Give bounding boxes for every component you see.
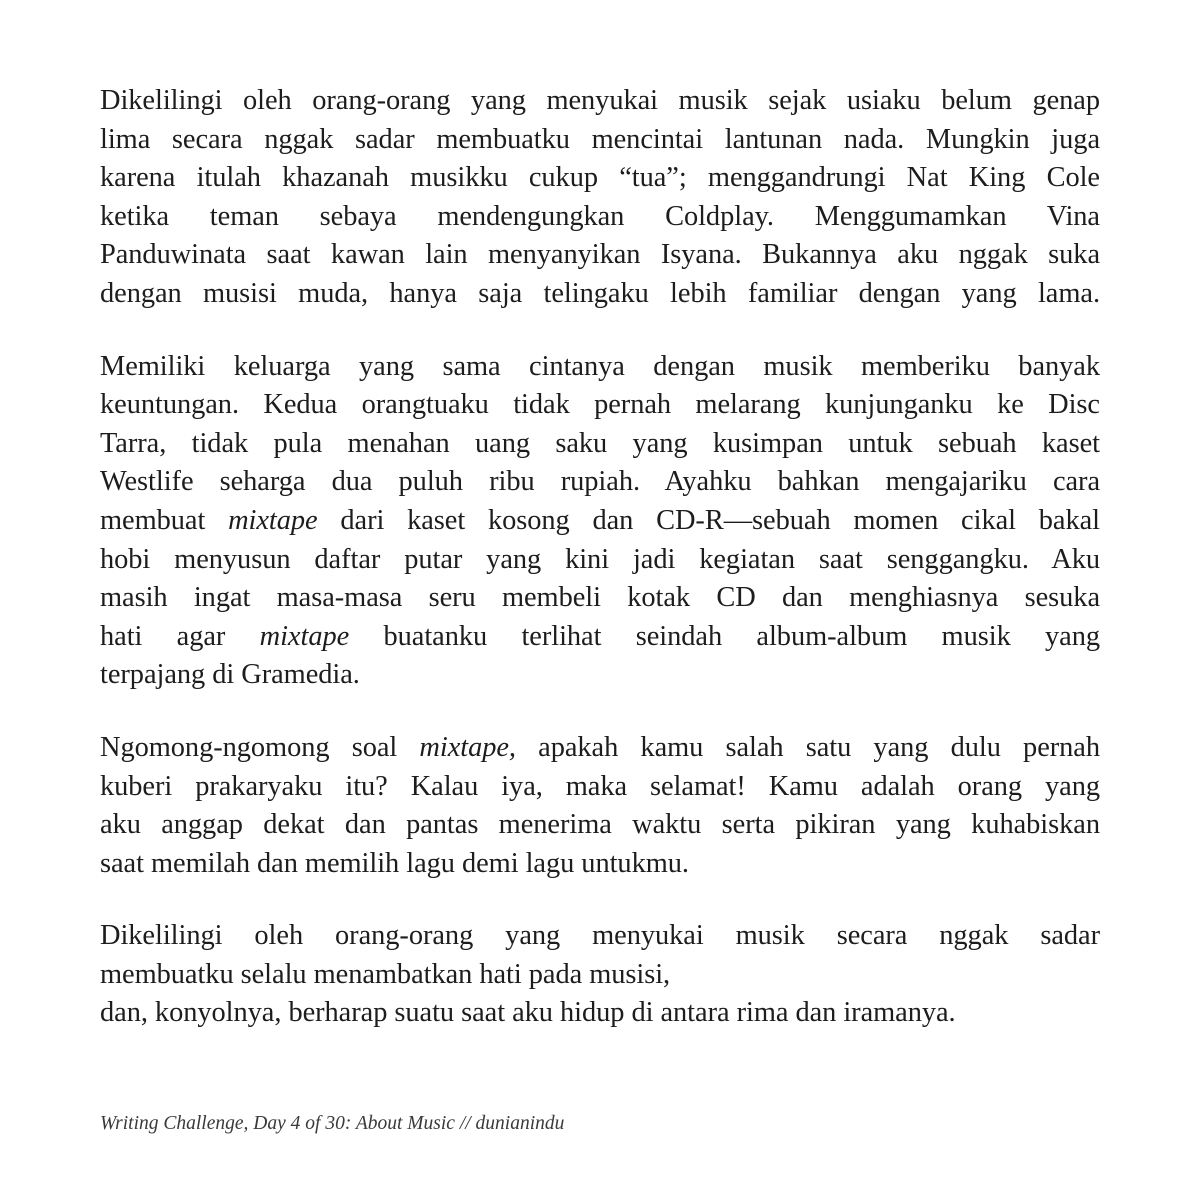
paragraph-line bbox=[100, 729, 1100, 768]
paragraph-line bbox=[100, 917, 1100, 956]
text-run: membuatku selalu menambatkan hati pada musisi, bbox=[100, 958, 671, 990]
paragraph-line bbox=[100, 463, 1100, 502]
footer-caption: Writing Challenge, Day 4 of 30: About Music // dunianindu bbox=[100, 1113, 565, 1134]
paragraph-line bbox=[100, 656, 1100, 695]
paragraph-line bbox=[100, 768, 1100, 807]
paragraph-line bbox=[100, 121, 1100, 160]
paragraph bbox=[100, 348, 1100, 695]
paragraph-line bbox=[100, 425, 1100, 464]
text-run: Memiliki keluarga yang sama cintanya dengan musik memberiku banyak bbox=[100, 350, 1100, 382]
paragraph-line bbox=[100, 198, 1100, 237]
text-run: Westlife seharga dua puluh ribu rupiah. Ayahku bahkan mengajariku cara bbox=[100, 466, 1100, 498]
text-run: buatanku terlihat seindah album-album musik yang bbox=[349, 620, 1101, 652]
paragraph-line bbox=[100, 275, 1100, 314]
text-run: Ngomong-ngomong soal bbox=[100, 731, 420, 763]
text-run: kuberi prakaryaku itu? Kalau iya, maka selamat! Kamu adalah orang yang bbox=[100, 770, 1100, 802]
text-run: membuat bbox=[100, 504, 229, 536]
paragraph-line bbox=[100, 82, 1100, 121]
paragraph-line bbox=[100, 618, 1100, 657]
text-run: Dikelilingi oleh orang-orang yang menyukai musik sejak usiaku belum genap bbox=[100, 85, 1100, 116]
text-run: hobi menyusun daftar putar yang kini jadi kegiatan saat senggangku. Aku bbox=[100, 543, 1100, 575]
paragraph-line bbox=[100, 386, 1100, 425]
paragraph-line bbox=[100, 541, 1100, 580]
text-run: dengan musisi muda, hanya saja telingaku lebih familiar dengan yang lama. bbox=[100, 277, 1100, 309]
text-run: masih ingat masa-masa seru membeli kotak CD dan menghiasnya sesuka bbox=[100, 582, 1100, 614]
text-run: dari kaset kosong dan CD-R—sebuah momen cikal bakal bbox=[317, 504, 1100, 536]
paragraph-line bbox=[100, 236, 1100, 275]
text-run: apakah kamu salah satu yang dulu pernah bbox=[515, 731, 1100, 763]
text-run: terpajang di Gramedia. bbox=[100, 659, 360, 691]
paragraph bbox=[100, 82, 1100, 314]
text-run: ketika teman sebaya mendengungkan Coldplay. Menggumamkan Vina bbox=[100, 200, 1100, 232]
text-run: Panduwinata saat kawan lain menyanyikan Isyana. Bukannya aku nggak suka bbox=[100, 239, 1100, 271]
paragraph-line bbox=[100, 956, 1100, 995]
text-run: keuntungan. Kedua orangtuaku tidak pernah melarang kunjunganku ke Disc bbox=[100, 389, 1100, 421]
italic-term: mixtape, bbox=[419, 731, 516, 763]
text-run: lima secara nggak sadar membuatku mencintai lantunan nada. Mungkin juga bbox=[100, 123, 1100, 155]
text-run: dan, konyolnya, berharap suatu saat aku hidup di antara rima dan iramanya. bbox=[100, 997, 956, 1029]
paragraph-line bbox=[100, 994, 1100, 1033]
paragraph bbox=[100, 729, 1100, 883]
paragraph-line bbox=[100, 159, 1100, 198]
paragraph-line bbox=[100, 806, 1100, 845]
essay-body bbox=[100, 82, 1100, 1067]
paragraph-line bbox=[100, 502, 1100, 541]
text-run: aku anggap dekat dan pantas menerima waktu serta pikiran yang kuhabiskan bbox=[100, 809, 1100, 841]
paragraph-line bbox=[100, 348, 1100, 387]
italic-term: mixtape bbox=[259, 620, 350, 652]
paragraph-line bbox=[100, 845, 1100, 884]
text-run: Tarra, tidak pula menahan uang saku yang kusimpan untuk sebuah kaset bbox=[100, 427, 1100, 459]
text-run: hati agar bbox=[100, 620, 260, 652]
paragraph-line bbox=[100, 579, 1100, 618]
paragraph bbox=[100, 917, 1100, 1033]
text-run: karena itulah khazanah musikku cukup “tua”; menggandrungi Nat King Cole bbox=[100, 162, 1100, 194]
italic-term: mixtape bbox=[228, 504, 318, 536]
text-run: Dikelilingi oleh orang-orang yang menyukai musik secara nggak sadar bbox=[100, 920, 1100, 952]
text-run: saat memilah dan memilih lagu demi lagu untukmu. bbox=[100, 847, 689, 879]
